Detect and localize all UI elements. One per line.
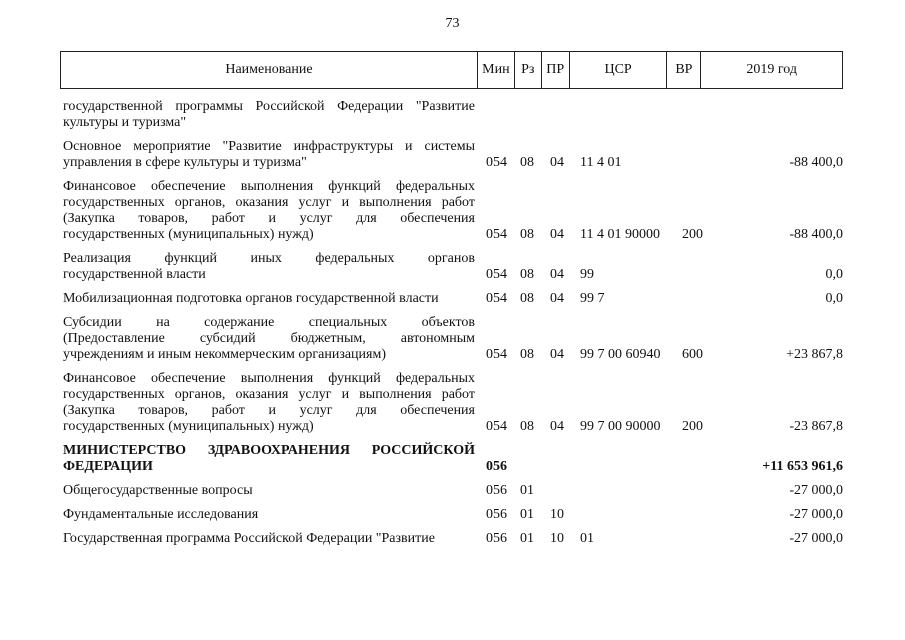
table-row <box>63 531 843 547</box>
row-name-line: Общегосударственные вопросы <box>63 483 253 498</box>
row-csr: 01 <box>580 531 594 546</box>
row-csr: 11 4 01 90000 <box>580 227 660 242</box>
row-rz: 08 <box>520 227 534 242</box>
row-pr: 10 <box>550 507 564 522</box>
row-vr: 200 <box>682 227 703 242</box>
table-row <box>63 483 843 499</box>
row-name-line: Государственная программа Российской Федерации "Развитие <box>63 531 435 546</box>
row-name-line: ФЕДЕРАЦИИ <box>63 459 153 474</box>
row-pr: 04 <box>550 347 564 362</box>
header-min: Мин <box>478 52 515 88</box>
row-rz: 08 <box>520 347 534 362</box>
row-amount: +11 653 961,6 <box>762 459 843 474</box>
row-name <box>63 251 475 283</box>
table-row <box>63 371 843 435</box>
row-pr: 04 <box>550 419 564 434</box>
row-name-line: государственных органов, оказания услуг и выполнения работ <box>63 195 475 210</box>
row-amount: -88 400,0 <box>789 155 843 170</box>
row-pr: 04 <box>550 291 564 306</box>
table-header <box>60 51 843 89</box>
row-name <box>63 139 475 171</box>
row-name-line: государственных органов, оказания услуг и выполнения работ <box>63 387 475 402</box>
header-csr: ЦСР <box>570 52 668 88</box>
table-row <box>63 291 843 307</box>
row-name-line: МИНИСТЕРСТВО ЗДРАВООХРАНЕНИЯ РОССИЙСКОЙ <box>63 443 475 458</box>
row-name-line: (Закупка товаров, работ и услуг для обеспечения <box>63 211 475 226</box>
row-min: 056 <box>486 459 507 474</box>
row-rz: 01 <box>520 507 534 522</box>
table-row <box>63 139 843 171</box>
row-name-line: Реализация функций иных федеральных органов <box>63 251 475 266</box>
row-vr: 200 <box>682 419 703 434</box>
row-min: 056 <box>486 507 507 522</box>
row-csr: 99 7 00 90000 <box>580 419 661 434</box>
row-pr: 10 <box>550 531 564 546</box>
row-pr: 04 <box>550 227 564 242</box>
row-min: 054 <box>486 227 507 242</box>
table-row <box>63 315 843 363</box>
row-amount: -27 000,0 <box>789 483 843 498</box>
row-name-line: Мобилизационная подготовка органов государственной власти <box>63 291 439 306</box>
row-name-line: Основное мероприятие "Развитие инфраструктуры и системы <box>63 139 475 154</box>
row-name-line: государственных (муниципальных) нужд) <box>63 419 314 434</box>
row-name <box>63 531 475 547</box>
row-name-line: государственной власти <box>63 267 206 282</box>
row-rz: 01 <box>520 531 534 546</box>
row-amount: -88 400,0 <box>789 227 843 242</box>
row-name-line: Финансовое обеспечение выполнения функций федеральных <box>63 371 475 386</box>
row-csr: 99 7 00 60940 <box>580 347 661 362</box>
row-name-line: культуры и туризма" <box>63 115 187 130</box>
row-csr: 11 4 01 <box>580 155 622 170</box>
row-amount: 0,0 <box>825 291 843 306</box>
table-row <box>63 443 843 475</box>
row-name <box>63 507 475 523</box>
page-number: 73 <box>445 16 460 31</box>
header-name: Наименование <box>61 52 478 88</box>
row-amount: -23 867,8 <box>789 419 843 434</box>
table-body <box>63 99 843 555</box>
row-name-line: Субсидии на содержание специальных объектов <box>63 315 475 330</box>
row-name <box>63 315 475 363</box>
table-row <box>63 99 843 131</box>
header-vr: ВР <box>667 52 701 88</box>
row-pr: 04 <box>550 155 564 170</box>
table-row <box>63 507 843 523</box>
row-rz: 08 <box>520 419 534 434</box>
row-min: 054 <box>486 155 507 170</box>
row-name <box>63 371 475 435</box>
row-name-line: государственных (муниципальных) нужд) <box>63 227 314 242</box>
row-min: 054 <box>486 291 507 306</box>
row-min: 056 <box>486 531 507 546</box>
row-min: 054 <box>486 347 507 362</box>
row-amount: -27 000,0 <box>789 531 843 546</box>
row-name-line: Финансовое обеспечение выполнения функций федеральных <box>63 179 475 194</box>
row-name-line: управления в сфере культуры и туризма" <box>63 155 307 170</box>
row-amount: +23 867,8 <box>786 347 843 362</box>
row-name-line: Фундаментальные исследования <box>63 507 259 522</box>
row-rz: 08 <box>520 291 534 306</box>
table-row <box>63 251 843 283</box>
row-name <box>63 483 475 499</box>
row-vr: 600 <box>682 347 703 362</box>
row-name <box>63 99 475 131</box>
row-rz: 01 <box>520 483 534 498</box>
row-rz: 08 <box>520 267 534 282</box>
row-name-line: (Предоставление субсидий бюджетным, автономным <box>63 331 475 346</box>
row-amount: -27 000,0 <box>789 507 843 522</box>
row-min: 054 <box>486 419 507 434</box>
row-name <box>63 291 475 307</box>
row-amount: 0,0 <box>825 267 843 282</box>
row-name-line: учреждениям и иным некоммерческим организациям) <box>63 347 387 362</box>
row-name-line: (Закупка товаров, работ и услуг для обеспечения <box>63 403 475 418</box>
header-rz: Рз <box>515 52 542 88</box>
row-name <box>63 179 475 243</box>
row-name-line: государственной программы Российской Федерации "Развитие <box>63 99 475 114</box>
row-rz: 08 <box>520 155 534 170</box>
row-min: 054 <box>486 267 507 282</box>
row-name <box>63 443 475 475</box>
header-year: 2019 год <box>746 62 797 77</box>
row-pr: 04 <box>550 267 564 282</box>
row-csr: 99 7 <box>580 291 605 306</box>
header-pr: ПР <box>542 52 570 88</box>
row-csr: 99 <box>580 267 594 282</box>
table-row <box>63 179 843 243</box>
row-min: 056 <box>486 483 507 498</box>
